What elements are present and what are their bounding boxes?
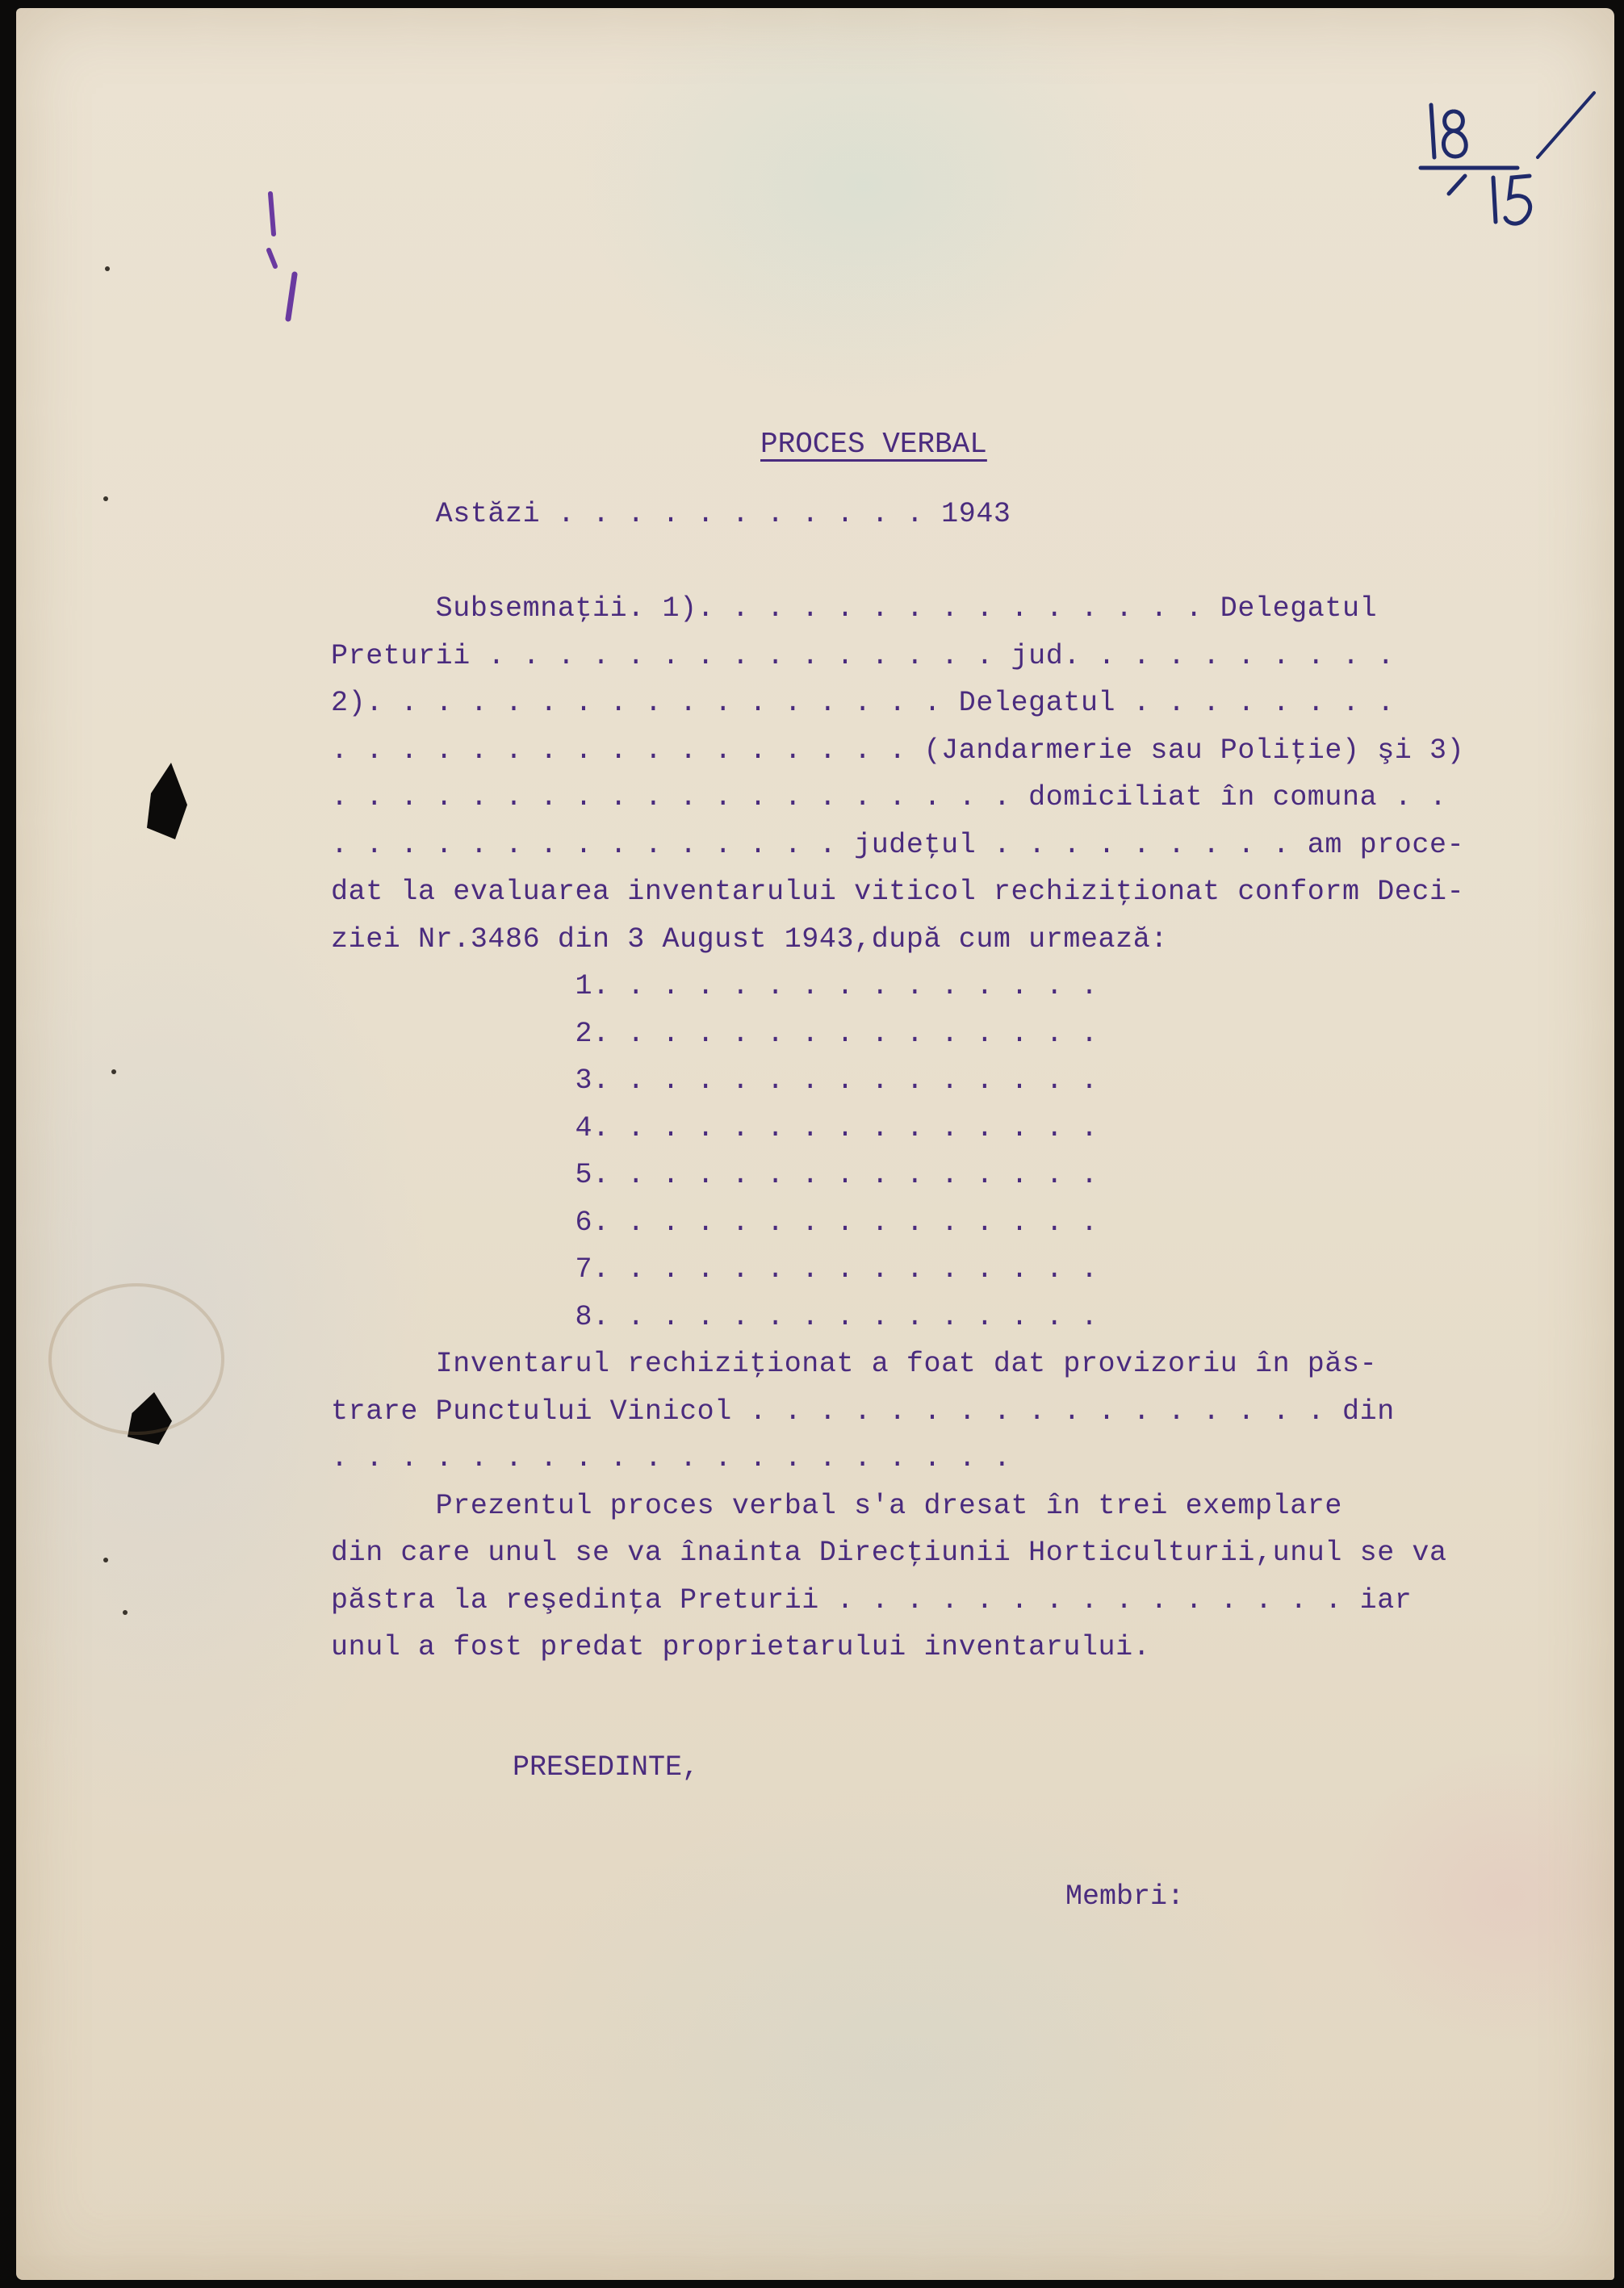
- body-line: trare Punctului Vinicol . . . . . . . . . . . . . . . . . din: [331, 1395, 1395, 1428]
- body-line: 5. . . . . . . . . . . . . . .: [331, 1159, 1099, 1191]
- body-line: 2). . . . . . . . . . . . . . . . . Delegatul . . . . . . . .: [331, 687, 1395, 719]
- document-body: [331, 491, 1464, 1671]
- body-line: [331, 538, 1464, 586]
- body-line: 8. . . . . . . . . . . . . . .: [331, 1300, 1099, 1333]
- pin-mark: [123, 1610, 128, 1615]
- document-page: [16, 8, 1614, 2280]
- body-line: păstra la reşedinţa Preturii . . . . . . . . . . . . . . . iar: [331, 1583, 1413, 1617]
- pin-mark: [103, 496, 108, 501]
- pin-mark: [103, 1558, 108, 1562]
- water-stain: [48, 1283, 224, 1435]
- body-line: Inventarul rechiziţionat a foat dat provizoriu în păs-: [331, 1348, 1378, 1380]
- handwritten-annotation: [1417, 81, 1610, 242]
- president-label: PRESEDINTE,: [513, 1751, 700, 1784]
- punch-hole-top: [147, 763, 187, 839]
- body-line: Subsemnaţii. 1). . . . . . . . . . . . . . . Delegatul: [331, 592, 1378, 625]
- body-line: Prezentul proces verbal s'a dresat în trei exemplare: [331, 1489, 1342, 1522]
- body-line: 4. . . . . . . . . . . . . . .: [331, 1111, 1099, 1144]
- body-line: . . . . . . . . . . . . . . . . . . . .: [331, 1442, 1011, 1474]
- body-line: 3. . . . . . . . . . . . . . .: [331, 1065, 1099, 1097]
- body-line: . . . . . . . . . . . . . . . judeţul . . . . . . . . . am proce-: [331, 828, 1465, 861]
- body-line: 1. . . . . . . . . . . . . . .: [331, 970, 1099, 1002]
- body-line: 7. . . . . . . . . . . . . . .: [331, 1253, 1099, 1286]
- body-line: Preturii . . . . . . . . . . . . . . . jud. . . . . . . . . .: [331, 639, 1395, 672]
- body-line: 2. . . . . . . . . . . . . . .: [331, 1017, 1099, 1050]
- pin-mark: [111, 1069, 116, 1074]
- body-line: din care unul se va înainta Direcţiunii Horticulturii,unul se va: [331, 1537, 1447, 1569]
- body-line: . . . . . . . . . . . . . . . . . (Jandarmerie sau Poliţie) şi 3): [331, 734, 1465, 767]
- members-label: Membri:: [1065, 1880, 1185, 1913]
- pin-mark: [105, 266, 110, 271]
- body-line: unul a fost predat proprietarului inventarului.: [331, 1631, 1151, 1663]
- body-line: ziei Nr.3486 din 3 August 1943,după cum urmează:: [331, 922, 1168, 956]
- body-line: Astăzi . . . . . . . . . . . 1943: [331, 498, 1011, 530]
- body-line: 6. . . . . . . . . . . . . . .: [331, 1206, 1099, 1239]
- document-title: PROCES VERBAL: [760, 428, 987, 461]
- body-line: . . . . . . . . . . . . . . . . . . . . domiciliat în comuna . .: [331, 781, 1447, 814]
- pencil-marks: [246, 186, 319, 331]
- body-line: dat la evaluarea inventarului viticol rechiziţionat conform Deci-: [331, 876, 1465, 908]
